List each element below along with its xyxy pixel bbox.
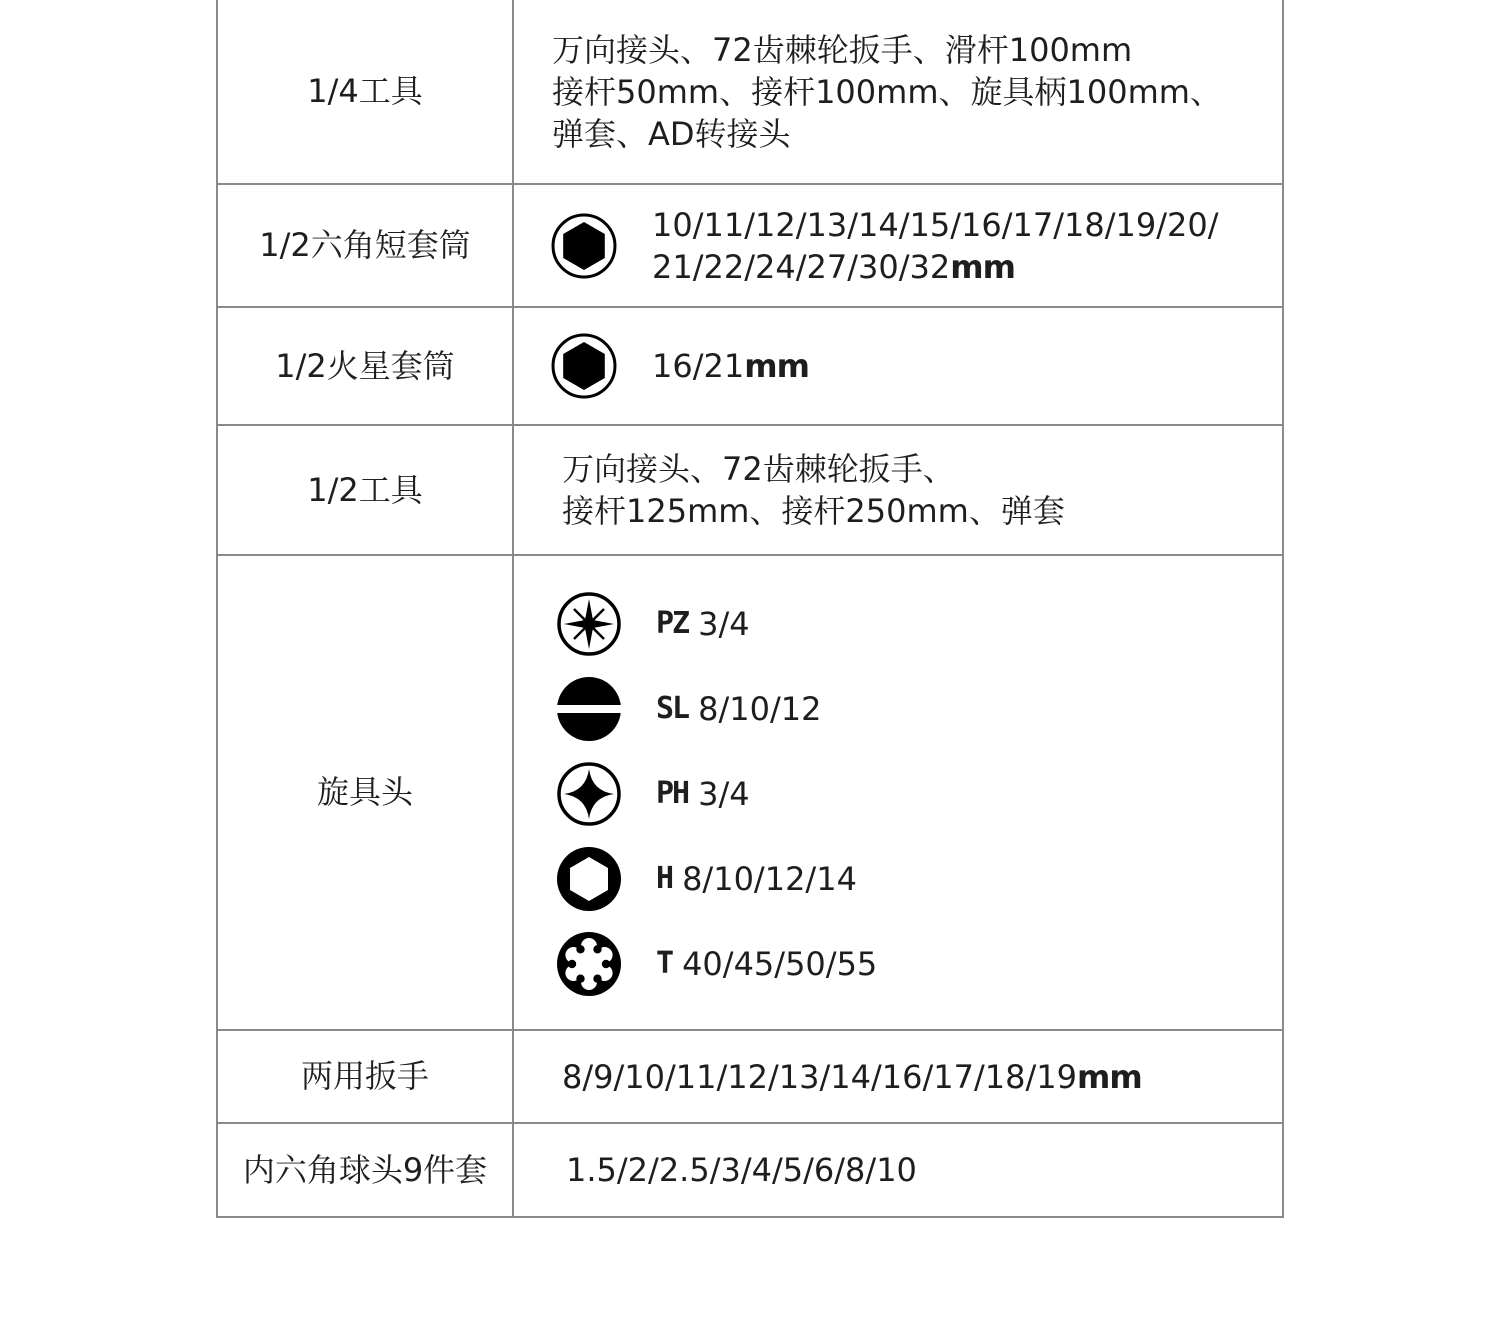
row-value (513, 425, 1283, 555)
row-value (513, 184, 1283, 307)
value-line: 接杆125mm、接杆250mm、弹套 (562, 492, 1065, 530)
value-line: 8/9/10/11/12/13/14/16/17/18/19 (562, 1057, 1077, 1096)
table-row (217, 1123, 1283, 1217)
value-line: 万向接头、72齿棘轮扳手、 (562, 450, 955, 488)
value-line: 16/21 (652, 347, 745, 385)
pozidriv-icon (556, 591, 622, 657)
row-name: 两用扳手 (217, 1030, 513, 1123)
table-row (217, 1030, 1283, 1123)
row-value (513, 0, 1283, 184)
slotted-icon (556, 676, 622, 742)
table-row (217, 184, 1283, 307)
spec-table (216, 0, 1284, 1218)
bit-sizes: 40/45/50/55 (682, 944, 878, 983)
row-value (513, 1123, 1283, 1217)
hex-socket-icon (550, 212, 618, 280)
value-line: 10/11/12/13/14/15/16/17/18/19/20/ (652, 205, 1219, 244)
bit-item (556, 762, 1282, 826)
bit-sizes: 8/10/12/14 (682, 859, 857, 898)
bit-sizes: 3/4 (698, 604, 750, 643)
bit-code: PH (656, 776, 689, 811)
row-value (513, 1030, 1283, 1123)
table-row (217, 555, 1283, 1030)
value-line: 弹套、AD转接头 (552, 114, 791, 153)
unit-label: mm (950, 247, 1015, 286)
row-value (513, 307, 1283, 425)
bit-code: T (656, 946, 673, 981)
bit-code: PZ (656, 606, 689, 641)
row-name: 内六角球头9件套 (217, 1123, 513, 1217)
row-name: 旋具头 (217, 555, 513, 1030)
unit-label: mm (1077, 1057, 1142, 1096)
hex-icon (556, 846, 622, 912)
row-value (513, 555, 1283, 1030)
bit-code: SL (656, 691, 689, 726)
value-line: 接杆50mm、接杆100mm、旋具柄100mm、 (552, 72, 1222, 111)
table-row (217, 425, 1283, 555)
unit-label: mm (744, 347, 809, 385)
bit-code: H (656, 861, 673, 896)
hex-socket-icon (550, 332, 618, 400)
bit-sizes: 3/4 (698, 774, 750, 813)
bit-item (556, 932, 1282, 996)
row-name: 1/2火星套筒 (217, 307, 513, 425)
table-row (217, 0, 1283, 184)
bit-item (556, 847, 1282, 911)
phillips-icon (556, 761, 622, 827)
value-line: 21/22/24/27/30/32 (652, 247, 951, 286)
bit-item (556, 592, 1282, 656)
row-name: 1/4工具 (217, 0, 513, 184)
row-name: 1/2工具 (217, 425, 513, 555)
value-line: 1.5/2/2.5/3/4/5/6/8/10 (566, 1151, 917, 1189)
bit-item (556, 677, 1282, 741)
table-row (217, 307, 1283, 425)
torx-icon (556, 931, 622, 997)
bit-list (514, 564, 1282, 1022)
row-name: 1/2六角短套筒 (217, 184, 513, 307)
bit-sizes: 8/10/12 (698, 689, 822, 728)
value-line: 万向接头、72齿棘轮扳手、滑杆100mm (552, 30, 1133, 69)
